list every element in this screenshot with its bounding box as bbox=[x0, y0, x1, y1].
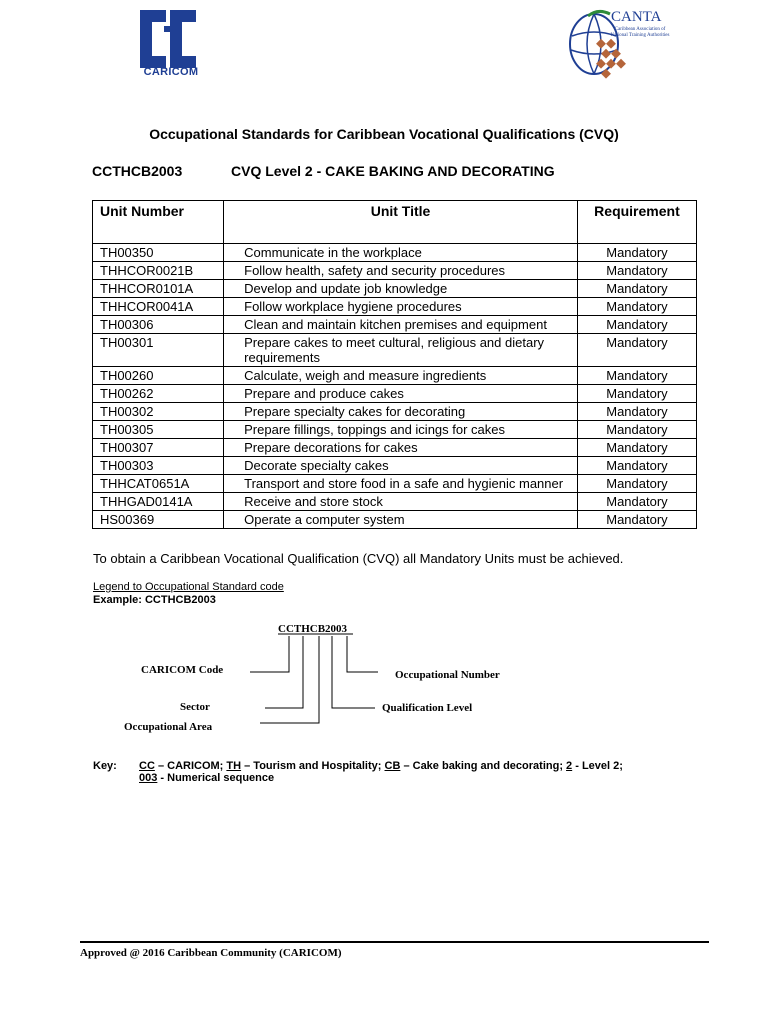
diagram-code: CCTHCB2003 bbox=[278, 623, 348, 635]
requirement-cell: Mandatory bbox=[577, 439, 696, 457]
unit-title-cell: Decorate specialty cakes bbox=[224, 457, 578, 475]
requirement-cell: Mandatory bbox=[577, 316, 696, 334]
table-row bbox=[93, 385, 697, 403]
unit-number-cell: TH00262 bbox=[93, 385, 224, 403]
unit-number-cell: TH00302 bbox=[93, 403, 224, 421]
requirement-cell: Mandatory bbox=[577, 385, 696, 403]
unit-title-cell: Calculate, weigh and measure ingredients bbox=[224, 367, 578, 385]
unit-number-cell: THHCOR0101A bbox=[93, 280, 224, 298]
table-row bbox=[93, 511, 697, 529]
unit-number-cell: TH00301 bbox=[93, 334, 224, 367]
unit-title-cell: Follow workplace hygiene procedures bbox=[224, 298, 578, 316]
unit-number-cell: HS00369 bbox=[93, 511, 224, 529]
units-table-body bbox=[93, 244, 697, 529]
label-sector: Sector bbox=[180, 701, 210, 713]
key-line-1 bbox=[139, 760, 623, 772]
unit-number-cell: TH00350 bbox=[93, 244, 224, 262]
requirement-cell: Mandatory bbox=[577, 421, 696, 439]
key-label: Key: bbox=[93, 760, 117, 772]
requirement-cell: Mandatory bbox=[577, 457, 696, 475]
canta-logo-text: CANTA bbox=[611, 9, 662, 25]
footer-approval: Approved @ 2016 Caribbean Community (CARICOM) bbox=[80, 947, 342, 959]
unit-title-cell: Prepare fillings, toppings and icings for cakes bbox=[224, 421, 578, 439]
key-seq-text: - Numerical sequence bbox=[157, 772, 275, 784]
key-cb-text: – Cake baking and decorating; bbox=[400, 760, 567, 772]
unit-number-cell: TH00305 bbox=[93, 421, 224, 439]
unit-title-cell: Follow health, safety and security procedures bbox=[224, 262, 578, 280]
qualification-title: CVQ Level 2 - CAKE BAKING AND DECORATING bbox=[231, 163, 555, 179]
requirement-cell: Mandatory bbox=[577, 262, 696, 280]
table-row bbox=[93, 403, 697, 421]
caricom-logo-text: CARICOM bbox=[143, 66, 199, 78]
unit-number-cell: THHGAD0141A bbox=[93, 493, 224, 511]
unit-title-cell: Communicate in the workplace bbox=[224, 244, 578, 262]
key-cc: CC bbox=[139, 760, 155, 772]
key-seq: 003 bbox=[139, 772, 158, 784]
unit-title-cell: Prepare specialty cakes for decorating bbox=[224, 403, 578, 421]
table-row bbox=[93, 244, 697, 262]
key-level-text: - Level 2; bbox=[572, 760, 623, 772]
table-row bbox=[93, 421, 697, 439]
key-th: TH bbox=[226, 760, 242, 772]
key-cb: CB bbox=[384, 760, 401, 772]
label-caricom-code: CARICOM Code bbox=[141, 664, 224, 676]
unit-number-cell: THHCOR0021B bbox=[93, 262, 224, 280]
table-row bbox=[93, 367, 697, 385]
header-unit-number: Unit Number bbox=[93, 201, 224, 244]
legend-example: Example: CCTHCB2003 bbox=[93, 594, 216, 606]
table-row bbox=[93, 316, 697, 334]
units-table bbox=[92, 200, 697, 529]
requirement-cell: Mandatory bbox=[577, 334, 696, 367]
table-row bbox=[93, 475, 697, 493]
unit-title-cell: Receive and store stock bbox=[224, 493, 578, 511]
table-row bbox=[93, 280, 697, 298]
table-header-row bbox=[93, 201, 697, 244]
unit-title-cell: Prepare cakes to meet cultural, religious and dietary requirements bbox=[224, 334, 578, 367]
table-row bbox=[93, 334, 697, 367]
unit-title-cell: Transport and store food in a safe and hygienic manner bbox=[224, 475, 578, 493]
requirement-cell: Mandatory bbox=[577, 367, 696, 385]
unit-number-cell: THHCAT0651A bbox=[93, 475, 224, 493]
label-occupational-area: Occupational Area bbox=[124, 721, 213, 733]
legend-title: Legend to Occupational Standard code bbox=[93, 581, 284, 593]
header-unit-title: Unit Title bbox=[224, 201, 578, 244]
table-row bbox=[93, 457, 697, 475]
code-legend-diagram bbox=[100, 615, 560, 745]
unit-title-cell: Prepare decorations for cakes bbox=[224, 439, 578, 457]
canta-logo-subtitle: Caribbean Association of National Training Authorities bbox=[610, 27, 670, 38]
requirement-cell: Mandatory bbox=[577, 280, 696, 298]
requirement-cell: Mandatory bbox=[577, 475, 696, 493]
unit-number-cell: THHCOR0041A bbox=[93, 298, 224, 316]
key-th-text: – Tourism and Hospitality; bbox=[241, 760, 385, 772]
requirement-cell: Mandatory bbox=[577, 298, 696, 316]
table-row bbox=[93, 493, 697, 511]
table-row bbox=[93, 298, 697, 316]
unit-number-cell: TH00260 bbox=[93, 367, 224, 385]
requirement-cell: Mandatory bbox=[577, 511, 696, 529]
requirement-cell: Mandatory bbox=[577, 493, 696, 511]
header-requirement: Requirement bbox=[577, 201, 696, 244]
key-line-2 bbox=[139, 772, 274, 784]
label-occupational-number: Occupational Number bbox=[395, 669, 500, 681]
key-cc-text: – CARICOM; bbox=[154, 760, 227, 772]
label-qualification-level: Qualification Level bbox=[382, 702, 473, 714]
unit-title-cell: Operate a computer system bbox=[224, 511, 578, 529]
qualification-code: CCTHCB2003 bbox=[92, 163, 183, 179]
document-title: Occupational Standards for Caribbean Vocational Qualifications (CVQ) bbox=[149, 126, 619, 142]
unit-title-cell: Prepare and produce cakes bbox=[224, 385, 578, 403]
requirement-cell: Mandatory bbox=[577, 244, 696, 262]
unit-number-cell: TH00306 bbox=[93, 316, 224, 334]
key-level: 2 bbox=[566, 760, 573, 772]
unit-number-cell: TH00303 bbox=[93, 457, 224, 475]
requirement-cell: Mandatory bbox=[577, 403, 696, 421]
table-row bbox=[93, 439, 697, 457]
unit-title-cell: Develop and update job knowledge bbox=[224, 280, 578, 298]
unit-title-cell: Clean and maintain kitchen premises and equipment bbox=[224, 316, 578, 334]
footer-rule bbox=[80, 941, 709, 943]
table-row bbox=[93, 262, 697, 280]
mandatory-note: To obtain a Caribbean Vocational Qualification (CVQ) all Mandatory Units must be achieved. bbox=[93, 551, 624, 566]
unit-number-cell: TH00307 bbox=[93, 439, 224, 457]
